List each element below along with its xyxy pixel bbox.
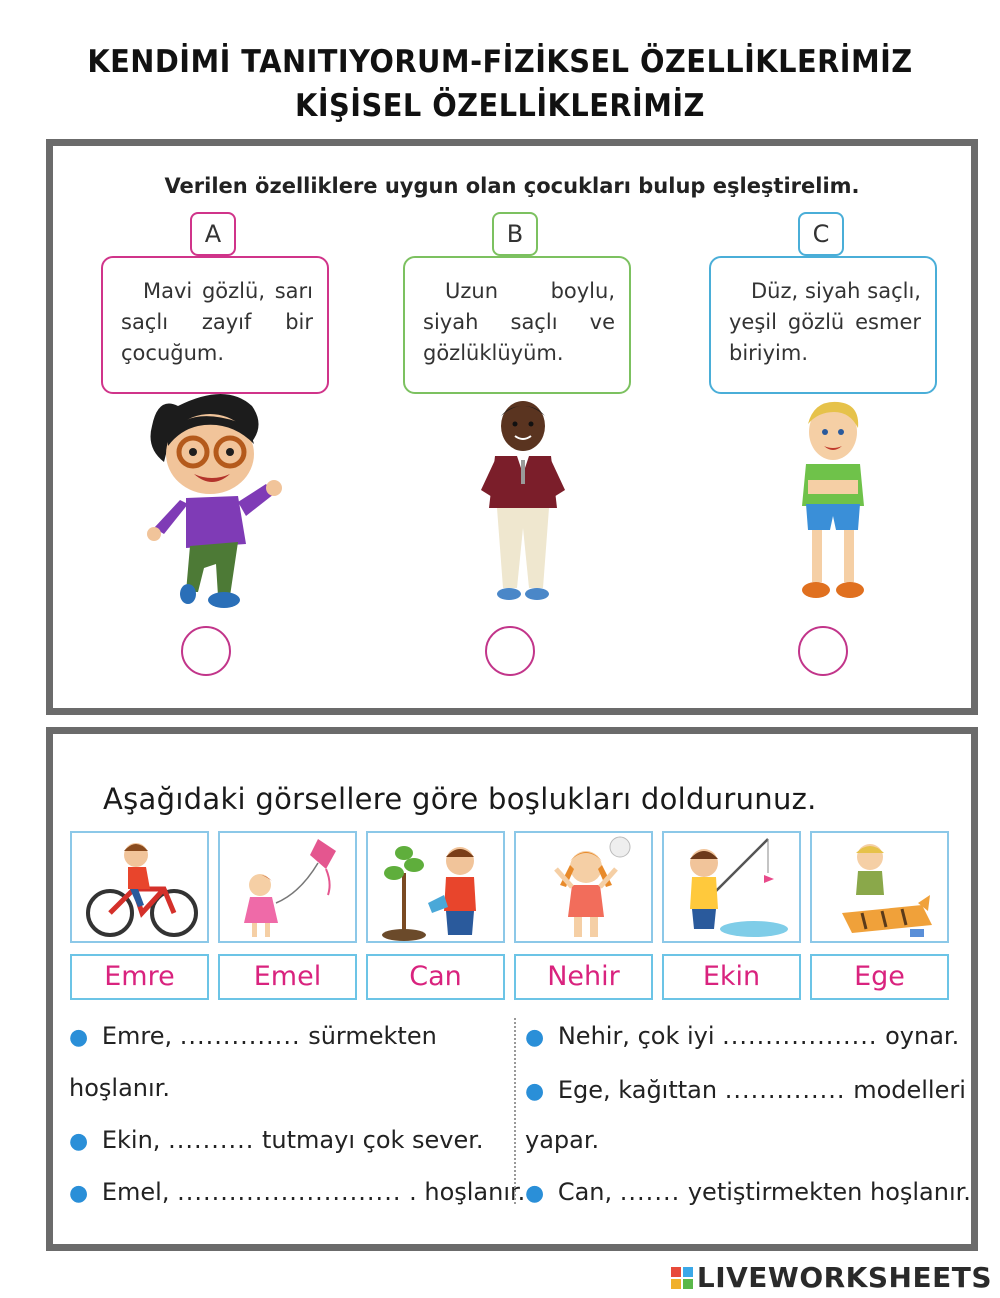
picture-ege <box>810 831 949 943</box>
title-line-2: KİŞİSEL ÖZELLİKLERİMİZ <box>295 88 705 124</box>
page-title <box>35 40 965 128</box>
sentence-ekin: ● Ekin, .......... tutmayı çok sever. <box>69 1126 484 1154</box>
blank-can[interactable]: ....... <box>619 1178 681 1206</box>
boy-in-sweater-figure <box>473 398 573 613</box>
option-a-label: A <box>190 212 236 256</box>
option-c-description: Düz, siyah saçlı, yeşil gözlü esmer biriyim. <box>709 256 937 394</box>
name-label-emre: Emre <box>70 954 209 1000</box>
tree-planting-icon <box>368 833 505 943</box>
sentence-ege-cont: yapar. <box>525 1126 600 1154</box>
picture-emre <box>70 831 209 943</box>
blank-emel[interactable]: .......................... <box>177 1178 402 1206</box>
fill-instruction: Aşağıdaki görsellere göre boşlukları doldurunuz. <box>103 782 817 816</box>
picture-can <box>366 831 505 943</box>
option-b-description: Uzun boylu, siyah saçlı ve gözlüklüyüm. <box>403 256 631 394</box>
name-label-emel: Emel <box>218 954 357 1000</box>
blank-emre[interactable]: .............. <box>179 1022 301 1050</box>
title-line-1: KENDİMİ TANITIYORUM-FİZİKSEL ÖZELLİKLERİMİZ <box>87 44 913 80</box>
liveworksheets-logo-icon <box>671 1267 693 1289</box>
paper-model-icon <box>812 833 949 943</box>
answer-circle-b[interactable] <box>485 626 535 676</box>
bicycle-icon <box>72 833 209 943</box>
column-divider <box>514 1018 516 1204</box>
boy-with-glasses-figure <box>138 386 288 616</box>
fishing-icon <box>664 833 801 943</box>
option-b-label: B <box>492 212 538 256</box>
name-label-nehir: Nehir <box>514 954 653 1000</box>
answer-circle-a[interactable] <box>181 626 231 676</box>
sentence-emel: ● Emel, .......................... . hoşlanır. <box>69 1178 526 1206</box>
liveworksheets-brand <box>671 1261 992 1294</box>
sentence-nehir: ● Nehir, çok iyi .................. oynar. <box>525 1022 960 1050</box>
option-a-description: Mavi gözlü, sarı saçlı zayıf bir çocuğum. <box>101 256 329 394</box>
sentence-emre: ● Emre, .............. sürmekten <box>69 1022 437 1050</box>
picture-nehir <box>514 831 653 943</box>
ball-icon <box>516 833 653 943</box>
name-label-ege: Ege <box>810 954 949 1000</box>
picture-ekin <box>662 831 801 943</box>
blank-ege[interactable]: .............. <box>724 1076 846 1104</box>
matching-panel <box>46 139 978 715</box>
sentence-ege: ● Ege, kağıttan .............. modelleri <box>525 1076 966 1104</box>
picture-emel <box>218 831 357 943</box>
brand-name: LIVEWORKSHEETS <box>696 1261 992 1294</box>
fill-blanks-panel <box>46 727 978 1251</box>
answer-circle-c[interactable] <box>798 626 848 676</box>
option-c-label: C <box>798 212 844 256</box>
kite-icon <box>220 833 357 943</box>
blank-nehir[interactable]: .................. <box>722 1022 878 1050</box>
name-label-can: Can <box>366 954 505 1000</box>
name-label-ekin: Ekin <box>662 954 801 1000</box>
blank-ekin[interactable]: .......... <box>168 1126 255 1154</box>
sentence-emre-cont: hoşlanır. <box>69 1074 170 1102</box>
sentence-can: ● Can, ....... yetiştirmekten hoşlanır. <box>525 1178 971 1206</box>
matching-instruction: Verilen özelliklere uygun olan çocukları bulup eşleştirelim. <box>164 174 860 198</box>
boy-blond-figure <box>788 398 878 613</box>
